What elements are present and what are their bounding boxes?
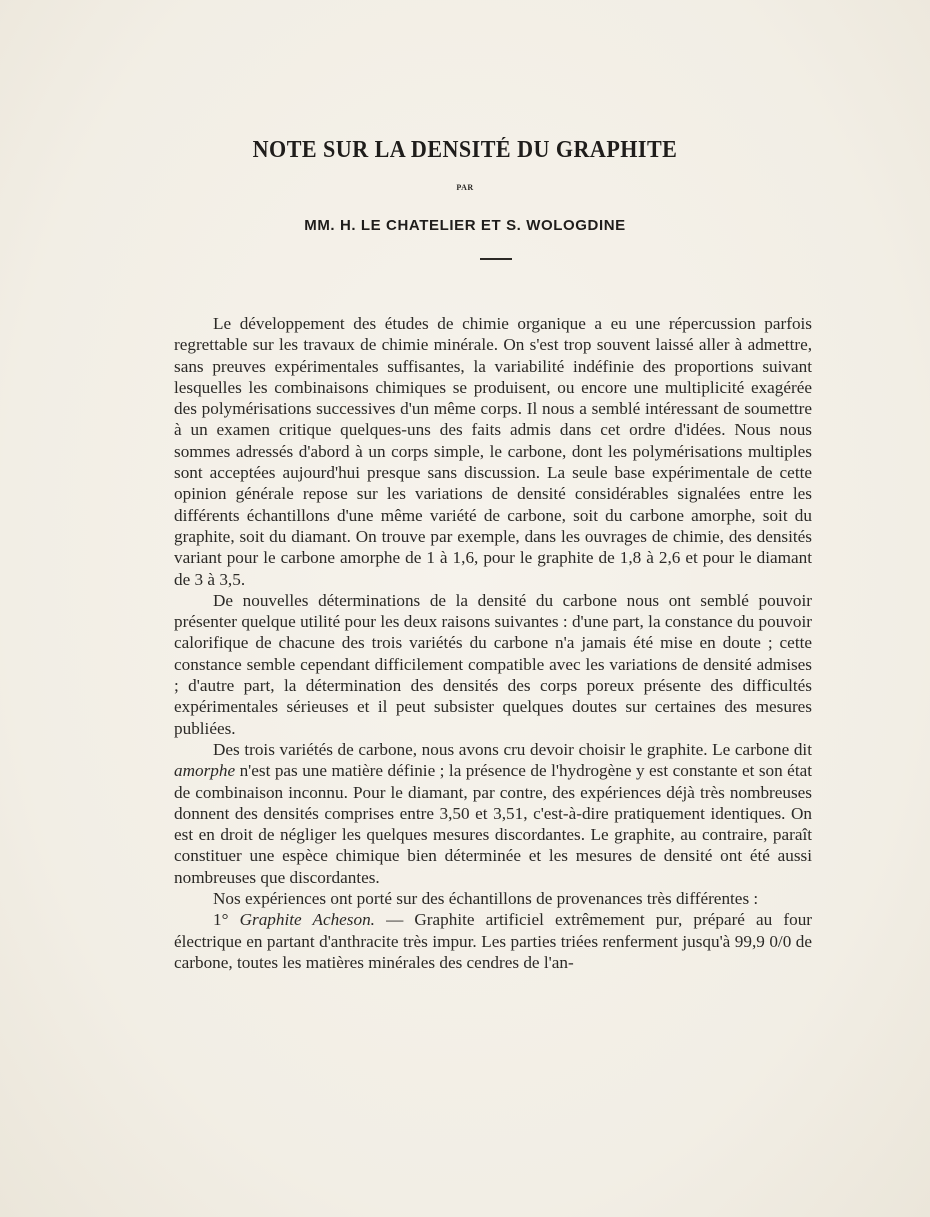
paragraph-4: Nos expériences ont porté sur des échantillons de provenances très différentes : <box>213 889 759 909</box>
term-amorphe: amorphe <box>174 761 236 781</box>
authors: MM. H. LE CHATELIER ET S. WOLOGDINE <box>304 217 626 234</box>
paragraph-3-rest: n'est pas une matière définie ; la présence de l'hydrogène y est constante et son état de combinaison inconnu. Pour le diamant, par contre, des expériences déjà très nombreuses donnent des densités comprises entre 3,50 et 3,51, c'est-à-dire pratiquement identiques. On est en droit de négliger les quelques mesures discordantes. Le graphite, au contraire, paraît constituer une espèce chimique bien déterminée et les mesures de densité ont été aussi nombreuses que discordantes. <box>174 761 812 887</box>
item-name: Graphite Acheson. <box>239 910 375 930</box>
article-body <box>174 313 812 973</box>
sample-item-1 <box>174 909 812 973</box>
item-number: 1° <box>213 910 229 930</box>
paragraph-3 <box>174 739 812 888</box>
item-description: — Graphite artificiel extrêmement pur, préparé au four électrique en partant d'anthracite très impur. Les parties triées renferment jusqu'à 99,9 0/0 de carbone, toutes les matières minérales des cendres de l'an- <box>174 910 813 972</box>
byline-par: PAR <box>456 183 474 192</box>
title-divider <box>480 258 512 260</box>
paragraph-1: Le développement des études de chimie organique a eu une répercussion parfois regrettable sur les travaux de chimie minérale. On s'est trop souvent laissé aller à admettre, sans preuves expérimentales suffisantes, la variabilité indéfinie des proportions suivant lesquelles les combinaisons chimiques se produisent, ou encore une multiplicité exagérée des polymérisations successives d'un même corps. Il nous a semblé intéressant de soumettre à un examen critique quelques-uns des faits admis dans cet ordre d'idées. Nous nous sommes adressés d'abord à un corps simple, le carbone, dont les polymérisations multiples sont acceptées aujourd'hui presque sans discussion. La seule base expérimentale de cette opinion générale repose sur les variations de densité considérables signalées entre les différents échantillons d'une même variété de carbone, soit du carbone amorphe, soit du graphite, soit du diamant. On trouve par exemple, dans les ouvrages de chimie, des densités variant pour le carbone amorphe de 1 à 1,6, pour le graphite de 1,8 à 2,6 et pour le diamant de 3 à 3,5. <box>174 314 812 589</box>
article-title: NOTE SUR LA DENSITÉ DU GRAPHITE <box>252 137 678 163</box>
paragraph-3-start: Des trois variétés de carbone, nous avons cru devoir choisir le graphite. Le carbone dit <box>213 739 812 759</box>
paragraph-2: De nouvelles déterminations de la densité du carbone nous ont semblé pouvoir présenter quelque utilité pour les deux raisons suivantes : d'une part, la constance du pouvoir calorifique de chacune des trois variétés du carbone n'a jamais été mise en doute ; cette constance semble cependant difficilement compatible avec les variations de densité admises ; d'autre part, la détermination des densités des corps poreux présente des difficultés expérimentales sérieuses et il peut subsister quelques doutes sur certaines des mesures publiées. <box>174 590 812 738</box>
